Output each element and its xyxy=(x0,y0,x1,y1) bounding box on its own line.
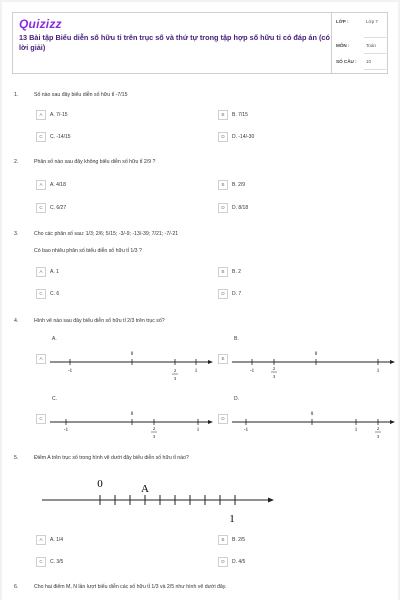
tick-label-zero: 0 xyxy=(130,412,134,417)
question-number: 1. xyxy=(14,92,19,98)
option-letter: A xyxy=(36,110,46,120)
option-text: A. 4/18 xyxy=(50,182,66,188)
option-letter: D xyxy=(218,557,228,567)
option-text: D. -14/-30 xyxy=(232,134,255,140)
tick-label-zero: 0 xyxy=(310,412,314,417)
option-letter: D xyxy=(218,203,228,213)
number-line-c xyxy=(48,404,216,446)
option-letter: A xyxy=(36,267,46,277)
option-text: C. 3/5 xyxy=(50,559,64,565)
tick-label-one: 1 xyxy=(194,369,198,374)
option-text: B. 2/5 xyxy=(232,537,246,543)
meta-panel xyxy=(331,13,389,73)
tick-label-zero: 0 xyxy=(314,352,318,357)
tick-label-one: 1 xyxy=(229,513,235,525)
tick-frac-den: 3 xyxy=(376,434,380,439)
panel-label: D. xyxy=(234,396,239,402)
meta-value-count: 10 xyxy=(366,59,372,64)
panel-label: B. xyxy=(234,336,239,342)
option-d[interactable]: D xyxy=(218,414,228,424)
panel-label: C. xyxy=(52,396,57,402)
tick-frac-den: 3 xyxy=(173,376,177,381)
option-text: C. 6/27 xyxy=(50,205,67,211)
option-letter: D xyxy=(218,132,228,142)
option-letter: B xyxy=(218,110,228,120)
panel-label: A. xyxy=(52,336,57,342)
tick-label-one: 1 xyxy=(354,428,358,433)
option-text: C. 6 xyxy=(50,291,60,297)
tick-label-zero: 0 xyxy=(97,478,103,490)
meta-value-grade: Lớp 7 xyxy=(366,19,378,24)
tick-frac-den: 3 xyxy=(152,434,156,439)
tick-label-minus-one: -1 xyxy=(243,428,249,433)
question-text: Phân số nào sau đây không biểu diễn số hữu tỉ 2/9 ? xyxy=(34,159,156,165)
meta-key-grade: LỚP : xyxy=(336,19,349,24)
question-text: Hình vẽ nào sau đây biểu diễn số hữu tỉ 2/3 trên trục số? xyxy=(34,318,165,324)
quizizz-logo: Quizizz xyxy=(19,17,62,31)
question-subtext: Có bao nhiêu phân số biểu diễn số hữu tỉ 1/3 ? xyxy=(34,248,142,254)
meta-key-subject: MÔN : xyxy=(336,43,350,48)
option-text: D. 4/5 xyxy=(232,559,246,565)
option-letter: C xyxy=(36,557,46,567)
question-number: 4. xyxy=(14,318,19,324)
number-line-a xyxy=(48,344,216,386)
option-text: A. 1 xyxy=(50,269,59,275)
option-text: B. 2 xyxy=(232,269,241,275)
question-text: Cho các phân số sau: 1/3; 2/6; 5/15; -3/-9; -13/-39; 7/21; -7/-21 xyxy=(34,231,179,237)
option-letter: D xyxy=(218,289,228,299)
meta-key-count: SỐ CÂU : xyxy=(336,59,357,64)
option-letter: A xyxy=(36,535,46,545)
number-line-b xyxy=(230,344,398,386)
option-text: D. 8/18 xyxy=(232,205,249,211)
question-number: 5. xyxy=(14,455,19,461)
option-letter: B xyxy=(218,180,228,190)
tick-label-one: 1 xyxy=(376,369,380,374)
question-number: 6. xyxy=(14,584,19,590)
option-letter: B xyxy=(218,267,228,277)
option-text: A. 1/4 xyxy=(50,537,64,543)
option-letter: C xyxy=(36,132,46,142)
tick-frac-den: 3 xyxy=(272,374,276,379)
option-text: A. 7/-15 xyxy=(50,112,68,118)
question-text: Điểm A trên trục số trong hình vẽ dưới đây biểu diễn số hữu tỉ nào? xyxy=(34,455,189,461)
option-letter: B xyxy=(218,535,228,545)
option-letter: C xyxy=(36,289,46,299)
question-text: Số nào sau đây biểu diễn số hữu tỉ -7/15 xyxy=(34,92,128,98)
tick-frac-num: 2 xyxy=(152,426,156,431)
meta-value-subject: Toán xyxy=(366,43,376,48)
number-line-d xyxy=(230,404,398,446)
option-b[interactable]: B xyxy=(218,354,228,364)
tick-label-minus-one: -1 xyxy=(63,428,69,433)
tick-label-minus-one: -1 xyxy=(67,369,73,374)
tick-label-one: 1 xyxy=(196,428,200,433)
option-letter: C xyxy=(36,203,46,213)
point-label-a: A xyxy=(141,483,149,495)
question-number: 2. xyxy=(14,159,19,165)
option-text: B. 2/9 xyxy=(232,182,246,188)
option-text: C. -14/15 xyxy=(50,134,71,140)
worksheet-title: 13 Bài tập Biểu diễn số hữu tỉ trên trục số và thứ tự trong tập hợp số hữu tỉ có đáp án (có lời giải) xyxy=(19,33,330,52)
option-a[interactable]: A xyxy=(36,354,46,364)
tick-frac-num: 2 xyxy=(272,366,276,371)
tick-label-minus-one: -1 xyxy=(249,369,255,374)
option-letter: A xyxy=(36,180,46,190)
question-number: 3. xyxy=(14,231,19,237)
tick-label-zero: 0 xyxy=(130,352,134,357)
worksheet-page xyxy=(2,2,398,600)
option-text: D. 7 xyxy=(232,291,242,297)
tick-frac-num: 2 xyxy=(376,426,380,431)
option-c[interactable]: C xyxy=(36,414,46,424)
option-text: B. 7/15 xyxy=(232,112,248,118)
tick-frac-num: 2 xyxy=(173,368,177,373)
question-text: Cho hai điểm M, N lần lượt biểu diễn các số hữu tỉ 1/3 và 2/5 như hình vẽ dưới đây. xyxy=(34,584,227,590)
number-line-q5 xyxy=(38,472,278,527)
worksheet-header xyxy=(12,12,388,74)
